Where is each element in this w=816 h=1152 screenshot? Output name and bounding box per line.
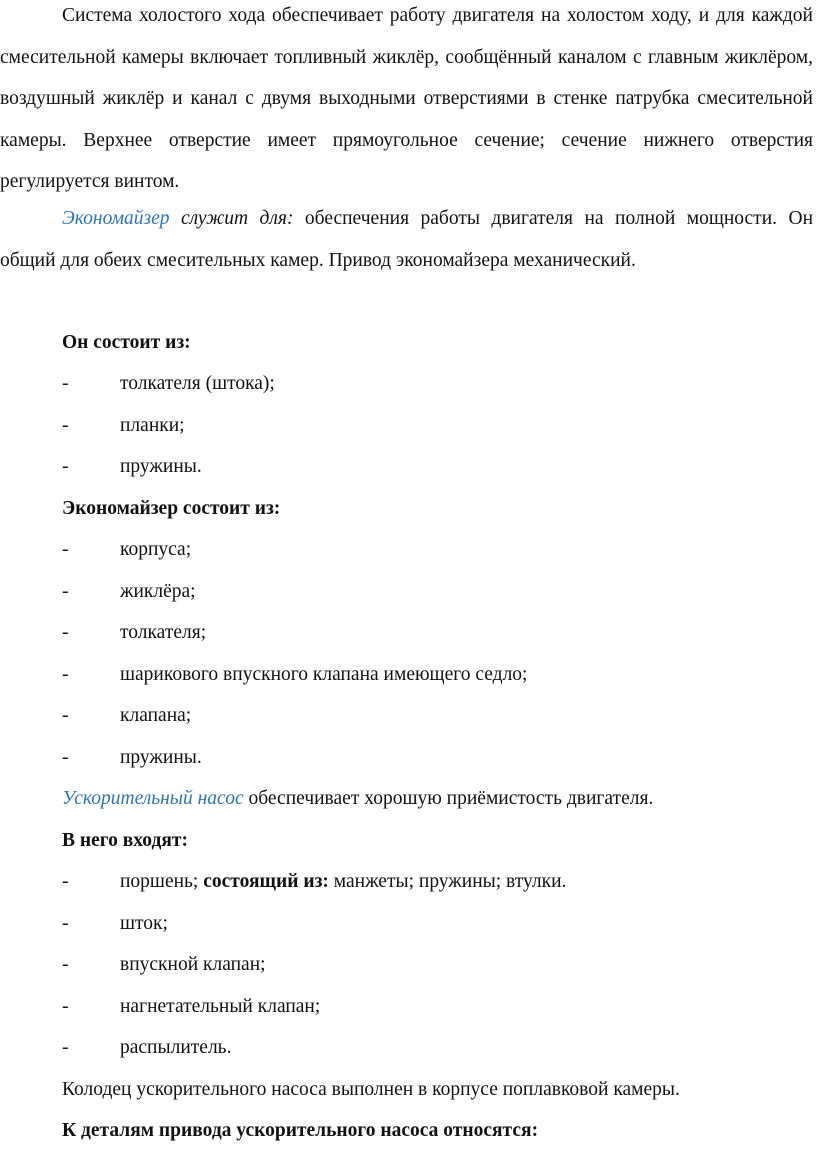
list-item <box>62 571 196 613</box>
list-dash: - <box>62 871 69 892</box>
list-item-text: клапана; <box>120 705 192 726</box>
list-dash: - <box>62 664 69 685</box>
list-dash: - <box>62 415 69 436</box>
list-item-text: жиклёра; <box>120 581 196 602</box>
list-item-bold: состоящий из: <box>203 871 329 892</box>
list-item <box>62 363 275 405</box>
heading-economizer-consists: Экономайзер состоит из: <box>62 498 281 519</box>
paragraph-pump <box>62 778 653 820</box>
economizer-term: Экономайзер <box>62 208 170 229</box>
list-item <box>62 861 566 903</box>
list-item-text: шток; <box>120 913 168 934</box>
list-item-text: толкателя; <box>120 622 207 643</box>
list-item-text: нагнетательный клапан; <box>120 996 321 1017</box>
pump-text: обеспечивает хорошую приёмистость двигателя. <box>243 788 654 809</box>
list-item <box>62 903 168 945</box>
list-dash: - <box>62 622 69 643</box>
list-item-text: пружины. <box>120 456 202 477</box>
list-dash: - <box>62 913 69 934</box>
list-item-text: шарикового впускного клапана имеющего седло; <box>120 664 528 685</box>
list-item <box>62 654 527 696</box>
list-dash: - <box>62 996 69 1017</box>
list-item <box>62 695 191 737</box>
list-item <box>62 737 202 779</box>
list-item-text: корпуса; <box>120 539 192 560</box>
paragraph-well: Колодец ускорительного насоса выполнен в корпусе поплавковой камеры. <box>62 1079 680 1100</box>
list-dash: - <box>62 373 69 394</box>
list-item-text: планки; <box>120 415 185 436</box>
economizer-text: обеспечения работы двигателя на полной мощности. Он общий для обеих смесительных камер. Привод экономайзера механический. <box>0 208 814 271</box>
list-dash: - <box>62 954 69 975</box>
heading-pump-parts: В него входят: <box>62 830 188 851</box>
list-item-text: пружины. <box>120 747 202 768</box>
heading-drive-consists: Он состоит из: <box>62 332 191 353</box>
list-dash: - <box>62 581 69 602</box>
list-dash: - <box>62 456 69 477</box>
list-dash: - <box>62 747 69 768</box>
list-item <box>62 986 320 1028</box>
paragraph-idle-system: Система холостого хода обеспечивает работу двигателя на холостом ходу, и для каждой смесительной камеры включает топливный жиклёр, сообщённый каналом с главным жиклёром, воздушный жиклёр и канал с двумя выходными отверстиями в стенке патрубка смесительной камеры. Верхнее отверстие имеет прямоугольное сечение; сечение нижнего отверстия регулируется винтом. <box>0 5 813 192</box>
list-dash: - <box>62 705 69 726</box>
pump-term: Ускорительный насос <box>62 788 244 809</box>
list-item <box>62 944 266 986</box>
list-item <box>62 446 202 488</box>
list-item-text: распылитель. <box>120 1037 232 1058</box>
paragraph-economizer <box>0 198 813 281</box>
list-dash: - <box>62 1037 69 1058</box>
list-dash: - <box>62 539 69 560</box>
list-item-text: толкателя (штока); <box>120 373 275 394</box>
list-item-text: поршень; <box>120 871 204 892</box>
list-item <box>62 612 206 654</box>
heading-drive-parts: К деталям привода ускорительного насоса относятся: <box>62 1120 539 1141</box>
economizer-serves-for: служит для: <box>181 208 294 229</box>
list-item-text-end: манжеты; пружины; втулки. <box>328 871 567 892</box>
list-item <box>62 1027 231 1069</box>
list-item-text: впускной клапан; <box>120 954 266 975</box>
list-item <box>62 405 185 447</box>
list-item <box>62 529 191 571</box>
